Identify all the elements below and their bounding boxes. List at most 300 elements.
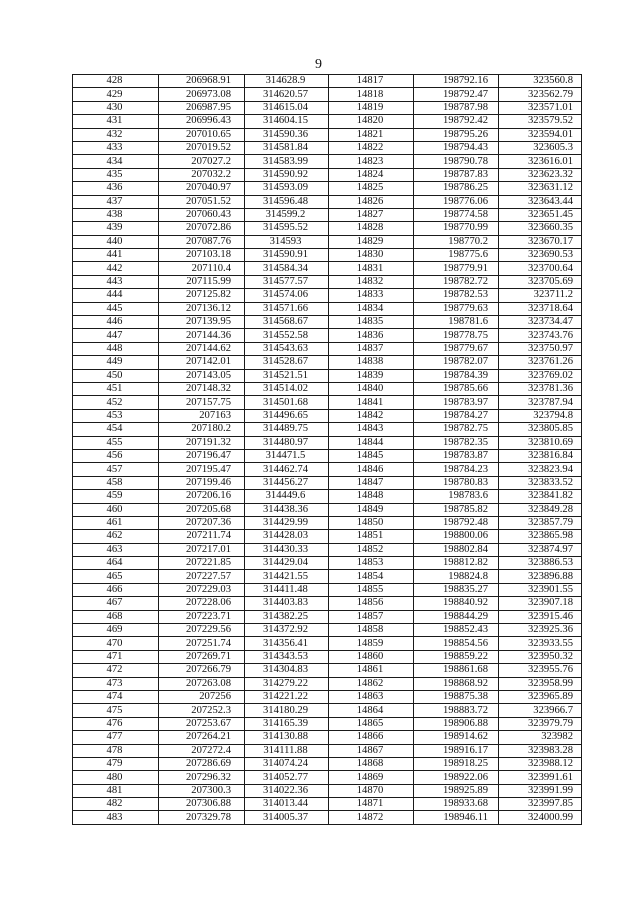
- x-coordinate-cell: 207221.85: [159, 557, 245, 570]
- x-coordinate-2-cell: 198792.16: [414, 75, 499, 88]
- y-coordinate-2-cell: 323966.7: [499, 704, 582, 717]
- point-number-2-cell: 14863: [329, 690, 414, 703]
- table-row: [73, 557, 582, 570]
- y-coordinate-cell: 314593: [245, 235, 329, 248]
- x-coordinate-cell: 207205.68: [159, 503, 245, 516]
- y-coordinate-2-cell: 323886.53: [499, 557, 582, 570]
- x-coordinate-2-cell: 198782.53: [414, 289, 499, 302]
- y-coordinate-cell: 314552.58: [245, 329, 329, 342]
- point-number-cell: 430: [73, 101, 159, 114]
- table-row: [73, 409, 582, 422]
- table-row: [73, 289, 582, 302]
- point-number-2-cell: 14853: [329, 557, 414, 570]
- y-coordinate-cell: 314590.36: [245, 128, 329, 141]
- y-coordinate-2-cell: 323643.44: [499, 195, 582, 208]
- x-coordinate-cell: 207010.65: [159, 128, 245, 141]
- x-coordinate-cell: 207300.3: [159, 784, 245, 797]
- y-coordinate-cell: 314005.37: [245, 811, 329, 824]
- y-coordinate-cell: 314382.25: [245, 610, 329, 623]
- y-coordinate-2-cell: 323631.12: [499, 182, 582, 195]
- point-number-2-cell: 14836: [329, 329, 414, 342]
- x-coordinate-cell: 207144.36: [159, 329, 245, 342]
- y-coordinate-cell: 314577.57: [245, 275, 329, 288]
- y-coordinate-2-cell: 323982: [499, 731, 582, 744]
- y-coordinate-2-cell: 323833.52: [499, 476, 582, 489]
- point-number-cell: 439: [73, 222, 159, 235]
- x-coordinate-2-cell: 198922.06: [414, 771, 499, 784]
- y-coordinate-2-cell: 323690.53: [499, 249, 582, 262]
- x-coordinate-cell: 207143.05: [159, 369, 245, 382]
- y-coordinate-2-cell: 323933.55: [499, 637, 582, 650]
- x-coordinate-2-cell: 198779.63: [414, 302, 499, 315]
- y-coordinate-cell: 314604.15: [245, 115, 329, 128]
- table-row: [73, 463, 582, 476]
- table-row: [73, 650, 582, 663]
- point-number-2-cell: 14862: [329, 677, 414, 690]
- y-coordinate-2-cell: 323925.36: [499, 624, 582, 637]
- point-number-cell: 478: [73, 744, 159, 757]
- point-number-2-cell: 14831: [329, 262, 414, 275]
- x-coordinate-2-cell: 198787.98: [414, 101, 499, 114]
- x-coordinate-cell: 207252.3: [159, 704, 245, 717]
- x-coordinate-cell: 207157.75: [159, 396, 245, 409]
- point-number-cell: 475: [73, 704, 159, 717]
- x-coordinate-2-cell: 198812.82: [414, 557, 499, 570]
- x-coordinate-cell: 207223.71: [159, 610, 245, 623]
- y-coordinate-2-cell: 323718.64: [499, 302, 582, 315]
- y-coordinate-cell: 314496.65: [245, 409, 329, 422]
- y-coordinate-cell: 314596.48: [245, 195, 329, 208]
- point-number-cell: 434: [73, 155, 159, 168]
- y-coordinate-2-cell: 323805.85: [499, 423, 582, 436]
- point-number-2-cell: 14852: [329, 543, 414, 556]
- y-coordinate-cell: 314615.04: [245, 101, 329, 114]
- point-number-cell: 481: [73, 784, 159, 797]
- x-coordinate-cell: 207227.57: [159, 570, 245, 583]
- point-number-cell: 463: [73, 543, 159, 556]
- x-coordinate-2-cell: 198792.48: [414, 516, 499, 529]
- table-row: [73, 757, 582, 770]
- y-coordinate-cell: 314574.06: [245, 289, 329, 302]
- table-row: [73, 155, 582, 168]
- y-coordinate-2-cell: 323660.35: [499, 222, 582, 235]
- point-number-2-cell: 14835: [329, 316, 414, 329]
- table-row: [73, 583, 582, 596]
- table-row: [73, 88, 582, 101]
- y-coordinate-2-cell: 323965.89: [499, 690, 582, 703]
- y-coordinate-2-cell: 323991.99: [499, 784, 582, 797]
- x-coordinate-cell: 207266.79: [159, 664, 245, 677]
- y-coordinate-cell: 314428.03: [245, 530, 329, 543]
- x-coordinate-cell: 207229.03: [159, 583, 245, 596]
- y-coordinate-cell: 314528.67: [245, 356, 329, 369]
- x-coordinate-2-cell: 198925.89: [414, 784, 499, 797]
- point-number-2-cell: 14833: [329, 289, 414, 302]
- x-coordinate-cell: 207228.06: [159, 597, 245, 610]
- x-coordinate-2-cell: 198779.67: [414, 342, 499, 355]
- point-number-cell: 435: [73, 168, 159, 181]
- x-coordinate-2-cell: 198861.68: [414, 664, 499, 677]
- point-number-cell: 453: [73, 409, 159, 422]
- x-coordinate-2-cell: 198784.27: [414, 409, 499, 422]
- y-coordinate-2-cell: 323651.45: [499, 208, 582, 221]
- y-coordinate-2-cell: 323816.84: [499, 449, 582, 462]
- y-coordinate-cell: 314403.83: [245, 597, 329, 610]
- x-coordinate-2-cell: 198780.83: [414, 476, 499, 489]
- x-coordinate-cell: 207110.4: [159, 262, 245, 275]
- x-coordinate-cell: 207139.95: [159, 316, 245, 329]
- x-coordinate-2-cell: 198783.87: [414, 449, 499, 462]
- x-coordinate-2-cell: 198933.68: [414, 798, 499, 811]
- y-coordinate-cell: 314372.92: [245, 624, 329, 637]
- y-coordinate-cell: 314013.44: [245, 798, 329, 811]
- point-number-cell: 433: [73, 141, 159, 154]
- coordinates-table-body: [73, 75, 582, 825]
- point-number-2-cell: 14845: [329, 449, 414, 462]
- table-row: [73, 476, 582, 489]
- x-coordinate-2-cell: 198786.25: [414, 182, 499, 195]
- table-row: [73, 302, 582, 315]
- point-number-cell: 470: [73, 637, 159, 650]
- table-row: [73, 262, 582, 275]
- x-coordinate-2-cell: 198875.38: [414, 690, 499, 703]
- y-coordinate-2-cell: 323841.82: [499, 490, 582, 503]
- point-number-cell: 473: [73, 677, 159, 690]
- y-coordinate-2-cell: 323983.28: [499, 744, 582, 757]
- x-coordinate-cell: 207286.69: [159, 757, 245, 770]
- y-coordinate-2-cell: 323560.8: [499, 75, 582, 88]
- x-coordinate-2-cell: 198770.99: [414, 222, 499, 235]
- point-number-2-cell: 14819: [329, 101, 414, 114]
- point-number-cell: 448: [73, 342, 159, 355]
- y-coordinate-cell: 314471.5: [245, 449, 329, 462]
- x-coordinate-cell: 207253.67: [159, 717, 245, 730]
- table-row: [73, 784, 582, 797]
- point-number-cell: 479: [73, 757, 159, 770]
- point-number-2-cell: 14843: [329, 423, 414, 436]
- y-coordinate-2-cell: 323605.3: [499, 141, 582, 154]
- y-coordinate-2-cell: 323579.52: [499, 115, 582, 128]
- y-coordinate-cell: 314165.39: [245, 717, 329, 730]
- x-coordinate-2-cell: 198782.35: [414, 436, 499, 449]
- x-coordinate-2-cell: 198840.92: [414, 597, 499, 610]
- y-coordinate-2-cell: 323616.01: [499, 155, 582, 168]
- y-coordinate-2-cell: 323823.94: [499, 463, 582, 476]
- x-coordinate-2-cell: 198918.25: [414, 757, 499, 770]
- table-row: [73, 382, 582, 395]
- y-coordinate-cell: 314590.92: [245, 168, 329, 181]
- y-coordinate-2-cell: 323955.76: [499, 664, 582, 677]
- table-row: [73, 75, 582, 88]
- x-coordinate-2-cell: 198779.91: [414, 262, 499, 275]
- y-coordinate-cell: 314456.27: [245, 476, 329, 489]
- y-coordinate-2-cell: 323857.79: [499, 516, 582, 529]
- table-row: [73, 101, 582, 114]
- x-coordinate-2-cell: 198844.29: [414, 610, 499, 623]
- point-number-cell: 464: [73, 557, 159, 570]
- table-row: [73, 503, 582, 516]
- y-coordinate-2-cell: 323761.26: [499, 356, 582, 369]
- x-coordinate-2-cell: 198854.56: [414, 637, 499, 650]
- table-row: [73, 342, 582, 355]
- x-coordinate-2-cell: 198868.92: [414, 677, 499, 690]
- point-number-2-cell: 14830: [329, 249, 414, 262]
- y-coordinate-2-cell: 323750.97: [499, 342, 582, 355]
- table-row: [73, 637, 582, 650]
- y-coordinate-2-cell: 323997.85: [499, 798, 582, 811]
- y-coordinate-2-cell: 323571.01: [499, 101, 582, 114]
- point-number-2-cell: 14870: [329, 784, 414, 797]
- point-number-cell: 474: [73, 690, 159, 703]
- x-coordinate-cell: 207136.12: [159, 302, 245, 315]
- x-coordinate-cell: 206987.95: [159, 101, 245, 114]
- x-coordinate-cell: 207251.74: [159, 637, 245, 650]
- point-number-2-cell: 14851: [329, 530, 414, 543]
- y-coordinate-cell: 314411.48: [245, 583, 329, 596]
- point-number-2-cell: 14841: [329, 396, 414, 409]
- point-number-2-cell: 14868: [329, 757, 414, 770]
- point-number-cell: 451: [73, 382, 159, 395]
- point-number-2-cell: 14839: [329, 369, 414, 382]
- point-number-2-cell: 14840: [329, 382, 414, 395]
- page-number: 9: [315, 57, 322, 72]
- point-number-cell: 472: [73, 664, 159, 677]
- point-number-cell: 446: [73, 316, 159, 329]
- point-number-cell: 432: [73, 128, 159, 141]
- x-coordinate-2-cell: 198792.47: [414, 88, 499, 101]
- point-number-cell: 482: [73, 798, 159, 811]
- point-number-2-cell: 14856: [329, 597, 414, 610]
- point-number-2-cell: 14855: [329, 583, 414, 596]
- x-coordinate-2-cell: 198783.6: [414, 490, 499, 503]
- point-number-cell: 471: [73, 650, 159, 663]
- table-row: [73, 798, 582, 811]
- x-coordinate-cell: 207272.4: [159, 744, 245, 757]
- table-row: [73, 208, 582, 221]
- table-row: [73, 597, 582, 610]
- table-row: [73, 731, 582, 744]
- x-coordinate-cell: 207229.56: [159, 624, 245, 637]
- point-number-cell: 431: [73, 115, 159, 128]
- x-coordinate-cell: 207196.47: [159, 449, 245, 462]
- x-coordinate-cell: 207148.32: [159, 382, 245, 395]
- table-row: [73, 168, 582, 181]
- table-row: [73, 275, 582, 288]
- x-coordinate-2-cell: 198795.26: [414, 128, 499, 141]
- y-coordinate-cell: 314489.75: [245, 423, 329, 436]
- y-coordinate-2-cell: 323907.18: [499, 597, 582, 610]
- table-row: [73, 704, 582, 717]
- y-coordinate-2-cell: 323562.79: [499, 88, 582, 101]
- y-coordinate-cell: 314022.36: [245, 784, 329, 797]
- point-number-2-cell: 14825: [329, 182, 414, 195]
- x-coordinate-2-cell: 198782.07: [414, 356, 499, 369]
- x-coordinate-cell: 207072.86: [159, 222, 245, 235]
- point-number-cell: 483: [73, 811, 159, 824]
- table-row: [73, 543, 582, 556]
- point-number-2-cell: 14850: [329, 516, 414, 529]
- table-row: [73, 516, 582, 529]
- y-coordinate-2-cell: 323743.76: [499, 329, 582, 342]
- point-number-cell: 468: [73, 610, 159, 623]
- y-coordinate-cell: 314584.34: [245, 262, 329, 275]
- table-row: [73, 356, 582, 369]
- point-number-cell: 440: [73, 235, 159, 248]
- x-coordinate-2-cell: 198785.82: [414, 503, 499, 516]
- point-number-2-cell: 14842: [329, 409, 414, 422]
- y-coordinate-cell: 314595.52: [245, 222, 329, 235]
- point-number-2-cell: 14849: [329, 503, 414, 516]
- x-coordinate-2-cell: 198785.66: [414, 382, 499, 395]
- x-coordinate-cell: 207211.74: [159, 530, 245, 543]
- table-row: [73, 115, 582, 128]
- point-number-cell: 447: [73, 329, 159, 342]
- x-coordinate-cell: 206996.43: [159, 115, 245, 128]
- point-number-2-cell: 14817: [329, 75, 414, 88]
- x-coordinate-cell: 207103.18: [159, 249, 245, 262]
- x-coordinate-cell: 207019.52: [159, 141, 245, 154]
- x-coordinate-2-cell: 198916.17: [414, 744, 499, 757]
- table-row: [73, 677, 582, 690]
- y-coordinate-cell: 314421.55: [245, 570, 329, 583]
- point-number-cell: 461: [73, 516, 159, 529]
- y-coordinate-2-cell: 323865.98: [499, 530, 582, 543]
- point-number-2-cell: 14859: [329, 637, 414, 650]
- y-coordinate-cell: 314501.68: [245, 396, 329, 409]
- x-coordinate-2-cell: 198784.23: [414, 463, 499, 476]
- point-number-cell: 452: [73, 396, 159, 409]
- x-coordinate-cell: 207115.99: [159, 275, 245, 288]
- y-coordinate-2-cell: 323794.8: [499, 409, 582, 422]
- x-coordinate-cell: 207163: [159, 409, 245, 422]
- point-number-cell: 438: [73, 208, 159, 221]
- point-number-2-cell: 14823: [329, 155, 414, 168]
- table-row: [73, 329, 582, 342]
- point-number-cell: 437: [73, 195, 159, 208]
- y-coordinate-2-cell: 323988.12: [499, 757, 582, 770]
- x-coordinate-2-cell: 198906.88: [414, 717, 499, 730]
- y-coordinate-cell: 314480.97: [245, 436, 329, 449]
- x-coordinate-cell: 207195.47: [159, 463, 245, 476]
- point-number-2-cell: 14828: [329, 222, 414, 235]
- y-coordinate-cell: 314581.84: [245, 141, 329, 154]
- y-coordinate-cell: 314429.99: [245, 516, 329, 529]
- point-number-2-cell: 14865: [329, 717, 414, 730]
- point-number-2-cell: 14858: [329, 624, 414, 637]
- y-coordinate-2-cell: 323896.88: [499, 570, 582, 583]
- table-row: [73, 690, 582, 703]
- point-number-cell: 442: [73, 262, 159, 275]
- y-coordinate-cell: 314571.66: [245, 302, 329, 315]
- table-row: [73, 423, 582, 436]
- y-coordinate-cell: 314628.9: [245, 75, 329, 88]
- point-number-2-cell: 14818: [329, 88, 414, 101]
- x-coordinate-cell: 207125.82: [159, 289, 245, 302]
- y-coordinate-2-cell: 323734.47: [499, 316, 582, 329]
- x-coordinate-cell: 207207.36: [159, 516, 245, 529]
- table-row: [73, 222, 582, 235]
- y-coordinate-cell: 314438.36: [245, 503, 329, 516]
- table-row: [73, 128, 582, 141]
- point-number-cell: 436: [73, 182, 159, 195]
- x-coordinate-2-cell: 198824.8: [414, 570, 499, 583]
- x-coordinate-cell: 207217.01: [159, 543, 245, 556]
- x-coordinate-cell: 207199.46: [159, 476, 245, 489]
- x-coordinate-2-cell: 198790.78: [414, 155, 499, 168]
- x-coordinate-cell: 207144.62: [159, 342, 245, 355]
- table-row: [73, 195, 582, 208]
- y-coordinate-2-cell: 323874.97: [499, 543, 582, 556]
- point-number-2-cell: 14822: [329, 141, 414, 154]
- point-number-2-cell: 14838: [329, 356, 414, 369]
- x-coordinate-cell: 206968.91: [159, 75, 245, 88]
- y-coordinate-2-cell: 323594.01: [499, 128, 582, 141]
- table-row: [73, 664, 582, 677]
- x-coordinate-2-cell: 198800.06: [414, 530, 499, 543]
- point-number-cell: 429: [73, 88, 159, 101]
- table-row: [73, 182, 582, 195]
- point-number-cell: 458: [73, 476, 159, 489]
- point-number-cell: 444: [73, 289, 159, 302]
- x-coordinate-2-cell: 198770.2: [414, 235, 499, 248]
- y-coordinate-cell: 314449.6: [245, 490, 329, 503]
- point-number-2-cell: 14869: [329, 771, 414, 784]
- y-coordinate-2-cell: 323901.55: [499, 583, 582, 596]
- x-coordinate-cell: 207142.01: [159, 356, 245, 369]
- point-number-2-cell: 14846: [329, 463, 414, 476]
- point-number-2-cell: 14826: [329, 195, 414, 208]
- point-number-2-cell: 14848: [329, 490, 414, 503]
- x-coordinate-cell: 207329.78: [159, 811, 245, 824]
- x-coordinate-2-cell: 198792.42: [414, 115, 499, 128]
- y-coordinate-cell: 314462.74: [245, 463, 329, 476]
- y-coordinate-2-cell: 323991.61: [499, 771, 582, 784]
- y-coordinate-cell: 314568.67: [245, 316, 329, 329]
- y-coordinate-2-cell: 323623.32: [499, 168, 582, 181]
- x-coordinate-2-cell: 198778.75: [414, 329, 499, 342]
- x-coordinate-cell: 207264.21: [159, 731, 245, 744]
- point-number-2-cell: 14844: [329, 436, 414, 449]
- x-coordinate-2-cell: 198775.6: [414, 249, 499, 262]
- y-coordinate-cell: 314304.83: [245, 664, 329, 677]
- y-coordinate-cell: 314429.04: [245, 557, 329, 570]
- y-coordinate-2-cell: 323849.28: [499, 503, 582, 516]
- y-coordinate-2-cell: 323787.94: [499, 396, 582, 409]
- x-coordinate-2-cell: 198774.58: [414, 208, 499, 221]
- table-row: [73, 530, 582, 543]
- table-row: [73, 570, 582, 583]
- point-number-cell: 462: [73, 530, 159, 543]
- x-coordinate-cell: 207180.2: [159, 423, 245, 436]
- point-number-2-cell: 14837: [329, 342, 414, 355]
- point-number-2-cell: 14866: [329, 731, 414, 744]
- x-coordinate-cell: 207263.08: [159, 677, 245, 690]
- x-coordinate-2-cell: 198787.83: [414, 168, 499, 181]
- table-row: [73, 624, 582, 637]
- x-coordinate-cell: 207191.32: [159, 436, 245, 449]
- point-number-2-cell: 14824: [329, 168, 414, 181]
- y-coordinate-2-cell: 323781.36: [499, 382, 582, 395]
- y-coordinate-2-cell: 323670.17: [499, 235, 582, 248]
- point-number-2-cell: 14834: [329, 302, 414, 315]
- x-coordinate-cell: 207040.97: [159, 182, 245, 195]
- y-coordinate-2-cell: 323700.64: [499, 262, 582, 275]
- x-coordinate-cell: 207087.76: [159, 235, 245, 248]
- point-number-2-cell: 14820: [329, 115, 414, 128]
- point-number-cell: 455: [73, 436, 159, 449]
- y-coordinate-2-cell: 323958.99: [499, 677, 582, 690]
- x-coordinate-cell: 207060.43: [159, 208, 245, 221]
